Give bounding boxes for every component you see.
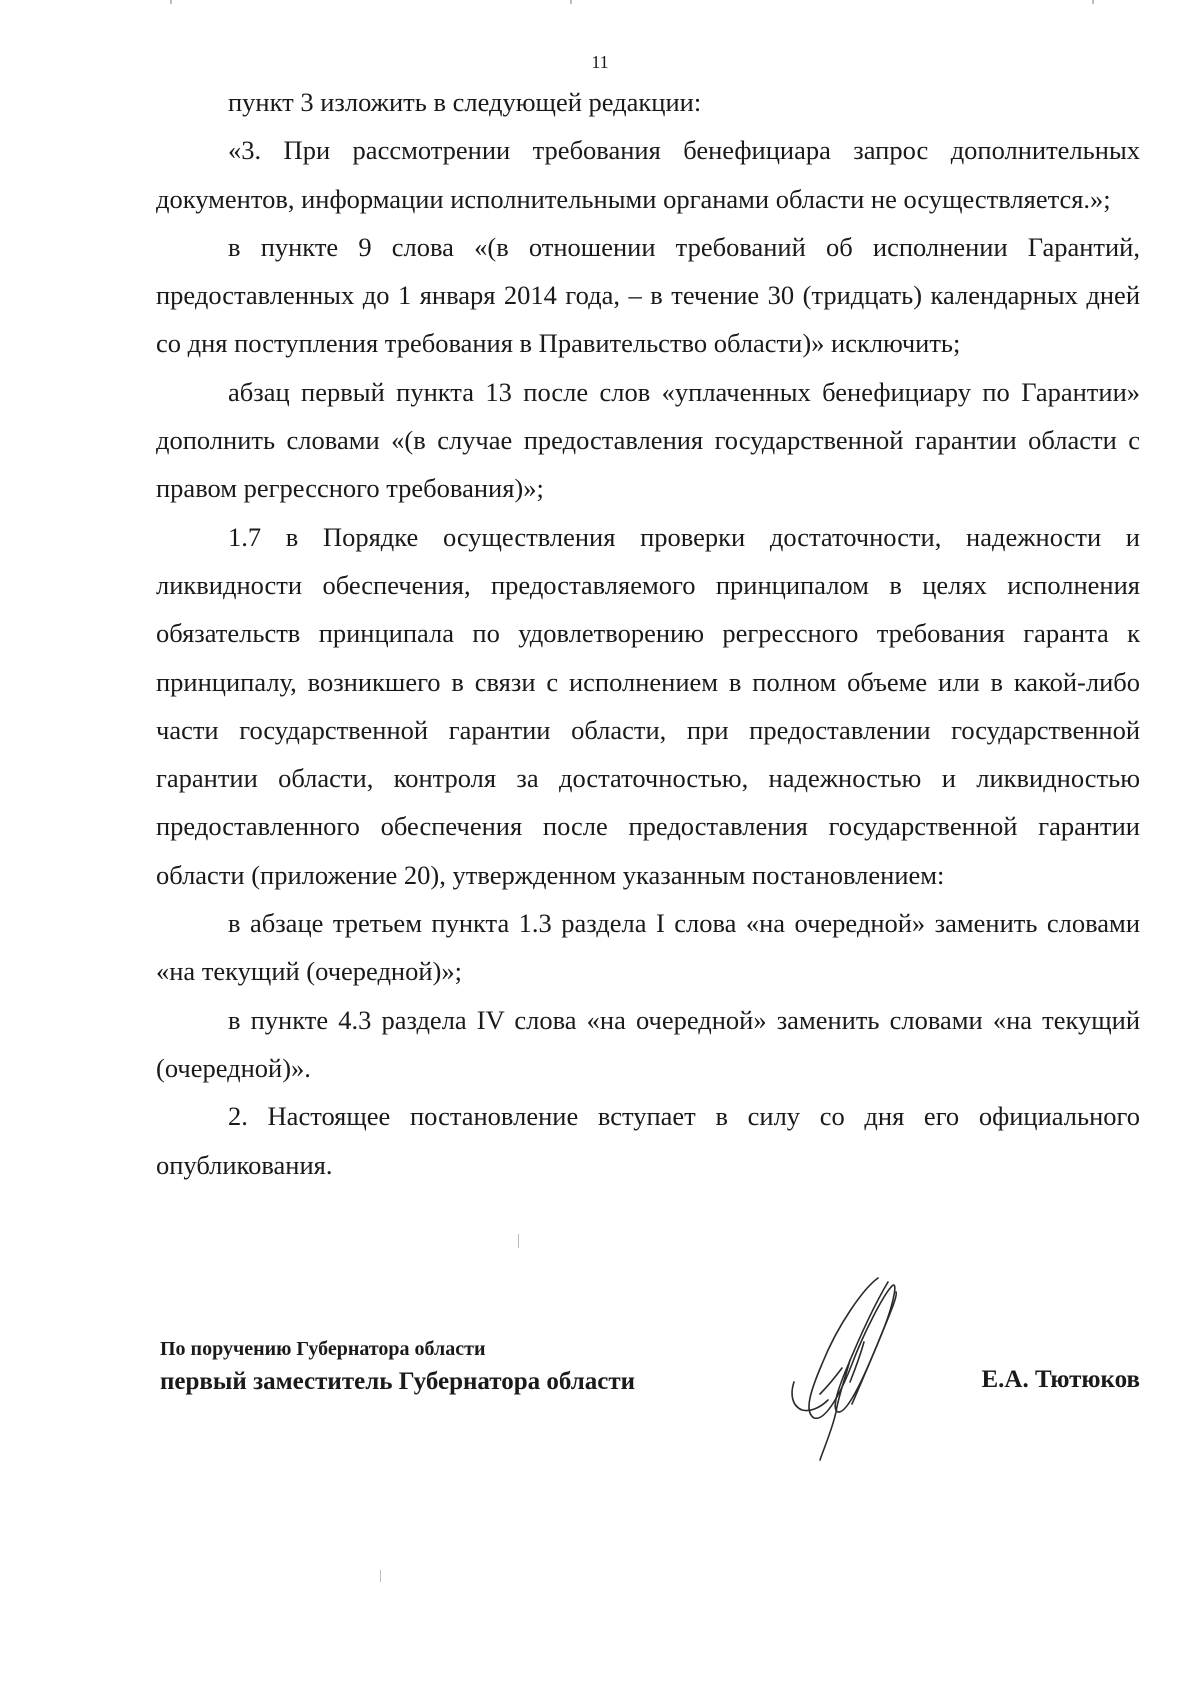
scan-speck xyxy=(518,1234,519,1248)
signatory-authority: По поручению Губернатора области xyxy=(160,1338,486,1360)
document-body xyxy=(156,78,1140,1189)
scan-speck xyxy=(1092,0,1094,4)
signatory-position: первый заместитель Губернатора области xyxy=(160,1368,636,1395)
paragraph-punkt-3-text: «3. При рассмотрении требования бенефициара запрос дополнительных документов, информации исполнительными органами области не осуществляется.»; xyxy=(156,135,1140,214)
paragraph-punkt-13: абзац первый пункта 13 после слов «уплаченных бенефициару по Гарантии» дополнить словами «(в случае предоставления государственной гарантии области с правом регрессного требования)»; xyxy=(156,376,1140,504)
paragraph-1-7: 1.7 в Порядке осуществления проверки достаточности, надежности и ликвидности обеспечения, предоставляемого принципалом в целях исполнения обязательств принципала по удовлетворению регрессного требования гаранта к принципалу, возникшего в связи с исполнением в полном объеме или в какой-либо части государственной гарантии области, при предоставлении государственной гарантии области, контроля за достаточностью, надежностью и ликвидностью предоставленного обеспечения после предоставления государственной гарантии области (приложение 20), утвержденном указанным постановлением: xyxy=(156,521,1140,890)
paragraph-punkt-3-intro: пункт 3 изложить в следующей редакции: xyxy=(228,87,702,117)
scan-speck xyxy=(380,1570,381,1582)
signature-block xyxy=(160,1338,1140,1468)
scan-speck xyxy=(570,0,572,4)
handwritten-signature xyxy=(780,1272,940,1462)
paragraph-punkt-9: в пункте 9 слова «(в отношении требований об исполнении Гарантий, предоставленных до 1 января 2014 года, – в течение 30 (тридцать) календарных дней со дня поступления требования в Правительство области)» исключить; xyxy=(156,231,1140,359)
signatory-name: Е.А. Тютюков xyxy=(981,1366,1140,1393)
paragraph-punkt-1-3: в абзаце третьем пункта 1.3 раздела I слова «на очередной» заменить словами «на текущий (очередной)»; xyxy=(156,908,1140,987)
scan-speck xyxy=(170,0,172,4)
page-number: 11 xyxy=(591,52,609,72)
paragraph-punkt-4-3: в пункте 4.3 раздела IV слова «на очередной» заменить словами «на текущий (очередной)». xyxy=(156,1004,1140,1083)
paragraph-effective-date: 2. Настоящее постановление вступает в силу со дня его официального опубликования. xyxy=(156,1101,1140,1180)
